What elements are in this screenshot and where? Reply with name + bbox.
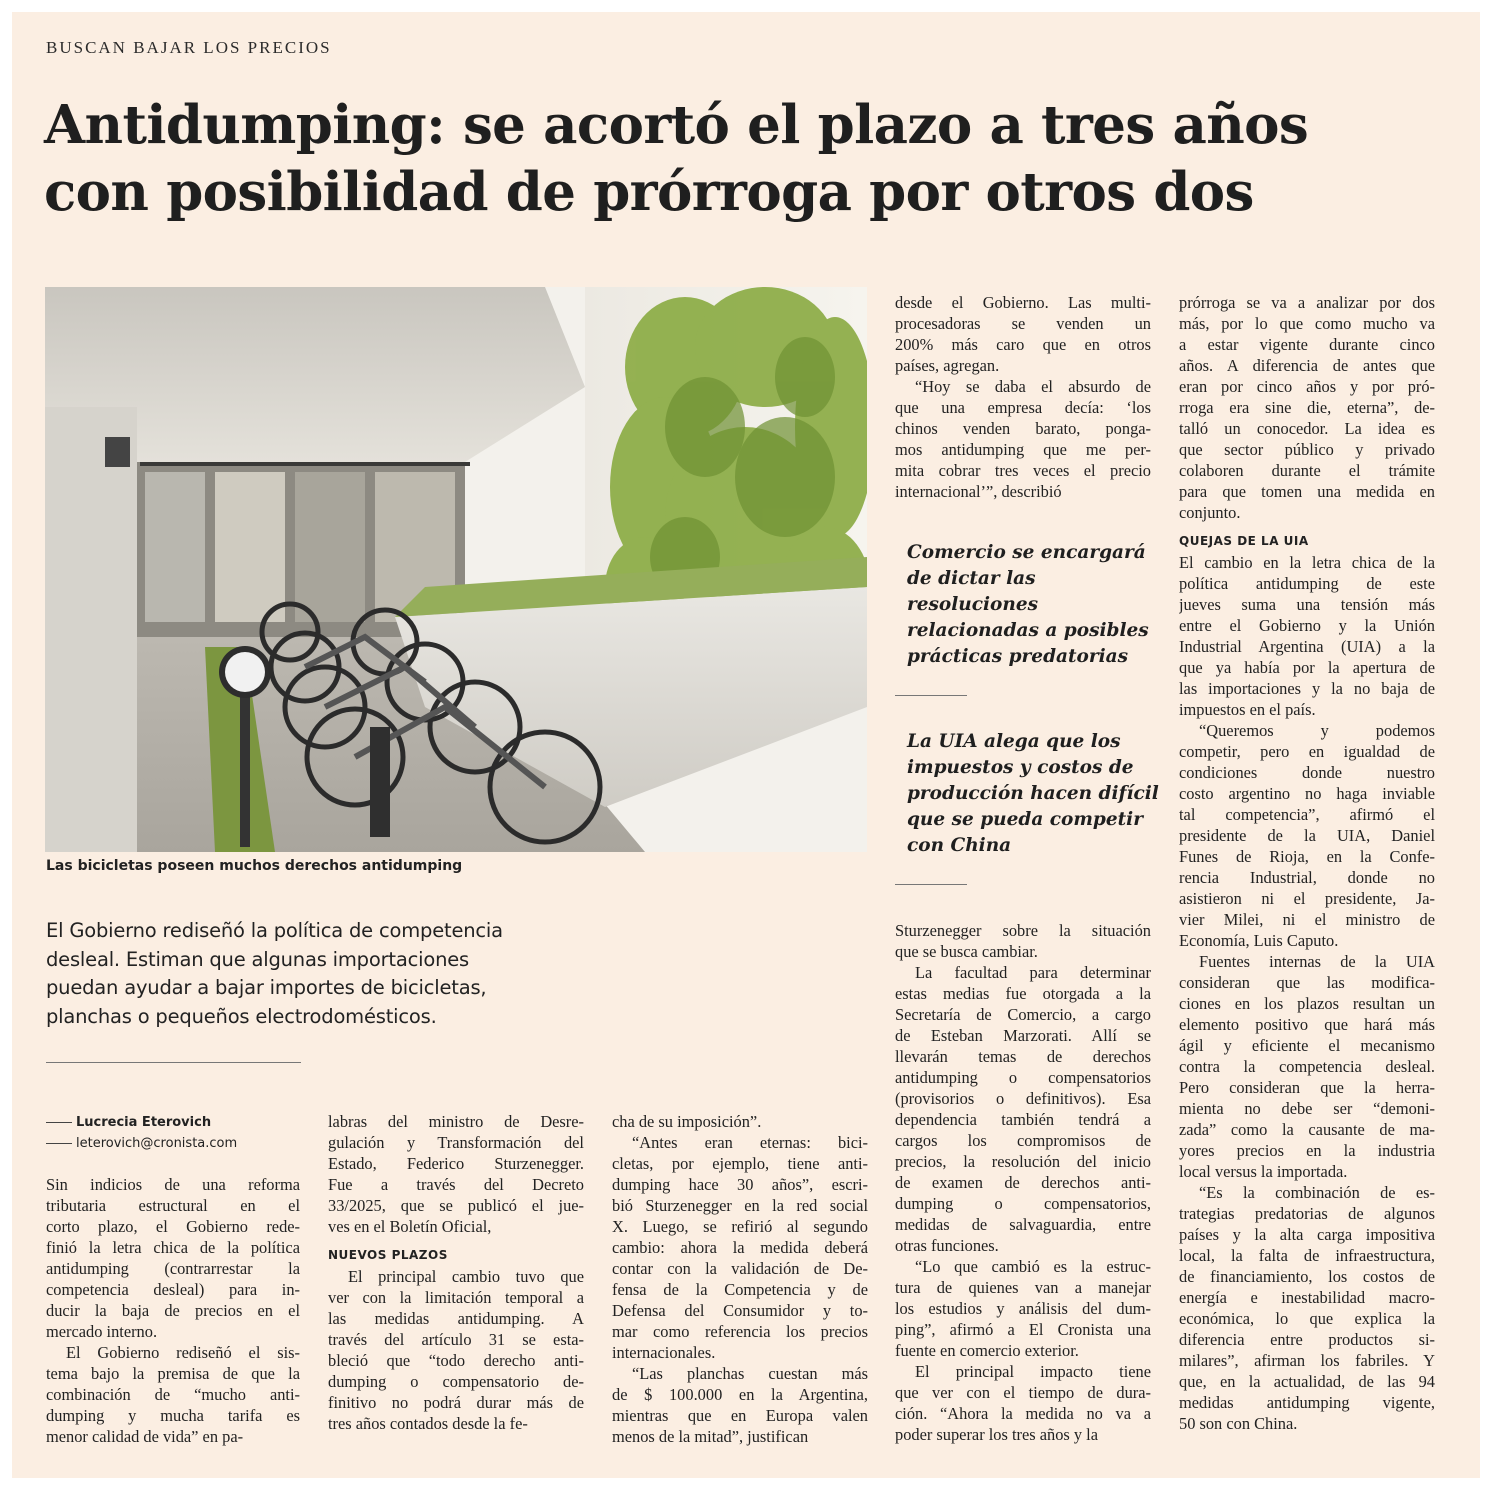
- pull-quote-line: resoluciones: [907, 594, 1039, 615]
- text-line: presidente de la UIA, Daniel: [1179, 826, 1435, 845]
- text-line: poder superar los tres años y la: [895, 1425, 1099, 1444]
- text-line: las medidas antidumping. A: [328, 1309, 584, 1328]
- text-line: competir, pero en igualdad de: [1179, 742, 1435, 761]
- text-line: través del artículo 31 se esta-: [328, 1330, 584, 1349]
- author-email[interactable]: leterovich@cronista.com: [76, 1136, 238, 1151]
- text-line: otras funciones.: [895, 1236, 999, 1255]
- text-line: rroga era sine die, eterna”, de-: [1179, 398, 1435, 417]
- text-column: [46, 1174, 300, 1447]
- text-line: 200% más caro que en otros: [895, 335, 1151, 354]
- text-line: contra la competencia desleal.: [1179, 1057, 1435, 1076]
- headline: [44, 92, 1464, 226]
- text-line: mos antidumping que me per-: [895, 440, 1151, 459]
- text-line: que una empresa decía: ‘los: [895, 398, 1151, 417]
- text-line: de $ 100.000 en la Argentina,: [612, 1385, 868, 1404]
- pull-quote-line: prácticas predatorias: [907, 646, 1129, 667]
- text-line: 33/2025, que se publicó el jue-: [328, 1196, 584, 1215]
- text-line: ción. “Ahora la medida no va a: [895, 1404, 1151, 1423]
- text-line: tal competencia”, afirmó el: [1179, 805, 1435, 824]
- text-column: [612, 1111, 868, 1447]
- text-line: combinación de “mucho anti-: [46, 1385, 300, 1404]
- text-line: dumping o compensatorios,: [895, 1194, 1151, 1213]
- text-line: talló un conocedor. La idea es: [1179, 419, 1435, 438]
- pull-quote-line: que se pueda competir: [907, 809, 1143, 830]
- article-photo: [45, 287, 867, 852]
- text-line: milares”, afirman los fabriles. Y: [1179, 1351, 1435, 1370]
- text-line: tura de quienes van a manejar: [895, 1278, 1151, 1297]
- text-line: prórroga se va a analizar por dos: [1179, 293, 1435, 312]
- section-subhead: NUEVOS PLAZOS: [328, 1248, 448, 1262]
- text-line: Funes de Rioja, en la Confe-: [1179, 847, 1435, 866]
- text-line: económica, lo que explica la: [1179, 1309, 1435, 1328]
- text-line: Economía, Luis Caputo.: [1179, 931, 1339, 950]
- text-line: El cambio en la letra chica de la: [1179, 553, 1435, 572]
- text-line: “Es la combinación de es-: [1199, 1183, 1435, 1202]
- text-line: “Antes eran eternas: bici-: [632, 1133, 868, 1152]
- text-line: cha de su imposición”.: [612, 1112, 762, 1131]
- byline: [46, 1112, 237, 1154]
- text-line: cletas, por ejemplo, tiene anti-: [612, 1154, 868, 1173]
- text-line: competencia desleal) para in-: [46, 1280, 300, 1299]
- text-column: [328, 1111, 584, 1434]
- section-subhead: QUEJAS DE LA UIA: [1179, 534, 1309, 548]
- text-line: Secretaría de Comercio, a cargo: [895, 1005, 1151, 1024]
- pull-quote: [907, 729, 1169, 859]
- text-line: corto plazo, el Gobierno rede-: [46, 1217, 300, 1236]
- divider: [46, 1062, 301, 1063]
- kicker: BUSCAN BAJAR LOS PRECIOS: [46, 38, 332, 57]
- pull-quote-line: relacionadas a posibles: [907, 620, 1149, 641]
- pull-quote-line: Comercio se encargará: [907, 542, 1146, 563]
- headline-line: con posibilidad de prórroga por otros dos: [44, 161, 1254, 223]
- text-line: cambio: ahora la medida deberá: [612, 1238, 868, 1257]
- text-line: El principal impacto tiene: [915, 1362, 1151, 1381]
- pull-quote-line: producción hacen difícil: [907, 783, 1159, 804]
- text-line: más, por lo que como mucho va: [1179, 314, 1435, 333]
- text-line: menor calidad de vida” en pa-: [46, 1427, 244, 1446]
- photo-caption: Las bicicletas poseen muchos derechos antidumping: [46, 858, 463, 874]
- text-line: ver con la limitación temporal a: [328, 1288, 584, 1307]
- text-line: Fuentes internas de la UIA: [1199, 952, 1435, 971]
- pull-quote-line: con China: [907, 835, 1012, 856]
- text-line: El Gobierno rediseñó el sis-: [66, 1343, 300, 1362]
- text-line: finió la letra chica de la política: [46, 1238, 300, 1257]
- text-line: internacional’”, describió: [895, 482, 1062, 501]
- text-line: tributaria estructural en el: [46, 1196, 300, 1215]
- text-line: yores precios en la industria: [1179, 1141, 1435, 1160]
- text-line: bió Sturzenegger en la red social: [612, 1196, 868, 1215]
- text-line: las importaciones y la no baja de: [1179, 679, 1435, 698]
- text-line: que se busca cambiar.: [895, 942, 1038, 961]
- text-line: de financiamiento, los costos de: [1179, 1267, 1435, 1286]
- text-line: colaboren durante el trámite: [1179, 461, 1435, 480]
- text-line: costo argentino no haga inviable: [1179, 784, 1435, 803]
- text-line: que ya había por la apertura de: [1179, 658, 1435, 677]
- text-line: conjunto.: [1179, 503, 1241, 522]
- text-line: “Hoy se daba el absurdo de: [915, 377, 1151, 396]
- text-line: dumping y mucha tarifa es: [46, 1406, 300, 1425]
- text-line: cargos los compromisos de: [895, 1131, 1151, 1150]
- text-line: (provisorios o definitivos). Esa: [895, 1089, 1151, 1108]
- text-line: tres años contados desde la fe-: [328, 1414, 528, 1433]
- text-line: política antidumping de este: [1179, 574, 1435, 593]
- text-line: ping”, afirmó a El Cronista una: [895, 1320, 1151, 1339]
- text-line: dumping hace 30 años”, escri-: [612, 1175, 868, 1194]
- text-line: energía e inestabilidad macro-: [1179, 1288, 1435, 1307]
- text-line: El principal cambio tuvo que: [348, 1267, 584, 1286]
- text-line: gulación y Transformación del: [328, 1133, 584, 1152]
- pull-quote-line: La UIA alega que los: [907, 731, 1121, 752]
- text-line: La facultad para determinar: [915, 963, 1151, 982]
- author-name: Lucrecia Eterovich: [76, 1115, 212, 1130]
- text-line: impuestos en el país.: [1179, 700, 1316, 719]
- text-line: vier Milei, ni el ministro de: [1179, 910, 1435, 929]
- text-line: diferencia entre productos si-: [1179, 1330, 1435, 1349]
- text-line: desde el Gobierno. Las multi-: [895, 293, 1151, 312]
- text-line: dumping o compensatorio de-: [328, 1372, 584, 1391]
- text-line: precios, la resolución del inicio: [895, 1152, 1151, 1171]
- divider: [895, 695, 967, 696]
- bicycles-photo-illustration: [45, 287, 867, 852]
- text-line: países y la alta carga impositiva: [1179, 1225, 1435, 1244]
- text-line: Fue a través del Decreto: [328, 1175, 584, 1194]
- text-line: ágil y eficiente el mecanismo: [1179, 1036, 1435, 1055]
- deck: El Gobierno rediseñó la política de competencia desleal. Estiman que algunas importaciones puedan ayudar a bajar importes de bicicletas, planchas o pequeños electrodomésticos.: [46, 919, 503, 1028]
- text-line: mercado interno.: [46, 1322, 158, 1341]
- text-column: [895, 292, 1151, 502]
- text-line: procesadoras se venden un: [895, 314, 1151, 333]
- text-line: años. A diferencia de antes que: [1179, 356, 1435, 375]
- text-line: zada” como la causante de ma-: [1179, 1120, 1435, 1139]
- text-line: rencia Industrial, donde no: [1179, 868, 1435, 887]
- text-line: ves en el Boletín Oficial,: [328, 1217, 492, 1236]
- text-line: menos de la mitad”, justifican: [612, 1427, 809, 1446]
- text-line: ciones en los plazos resultan un: [1179, 994, 1435, 1013]
- text-line: fensa de la Competencia y de: [612, 1280, 868, 1299]
- text-line: elemento positivo que hará más: [1179, 1015, 1435, 1034]
- text-line: X. Luego, se refirió al segundo: [612, 1217, 868, 1236]
- text-line: finitivo no podrá durar más de: [328, 1393, 584, 1412]
- newspaper-page: [12, 12, 1480, 1478]
- text-line: de Esteban Marzorati. Allí se: [895, 1026, 1151, 1045]
- text-line: medidas de salvaguardia, entre: [895, 1215, 1151, 1234]
- text-line: a estar vigente durante cinco: [1179, 335, 1435, 354]
- text-line: entre el Gobierno y la Unión: [1179, 616, 1435, 635]
- pull-quote-line: de dictar las: [907, 568, 1036, 589]
- text-line: bleció que “todo derecho anti-: [328, 1351, 584, 1370]
- text-line: condiciones donde nuestro: [1179, 763, 1435, 782]
- text-line: internacionales.: [612, 1343, 716, 1362]
- text-line: llevarán temas de derechos: [895, 1047, 1151, 1066]
- text-line: Pero consideran que la herra-: [1179, 1078, 1435, 1097]
- pull-quote-line: impuestos y costos de: [907, 757, 1134, 778]
- text-line: para que tomen una medida en: [1179, 482, 1435, 501]
- text-line: Estado, Federico Sturzenegger.: [328, 1154, 584, 1173]
- text-line: local, la falta de infraestructura,: [1179, 1246, 1435, 1265]
- text-line: 50 son con China.: [1179, 1414, 1298, 1433]
- text-line: ducir la baja de precios en el: [46, 1301, 300, 1320]
- text-line: local versus la importada.: [1179, 1162, 1348, 1181]
- text-line: jueves suma una tensión más: [1179, 595, 1435, 614]
- text-line: antidumping o compensatorios: [895, 1068, 1151, 1087]
- text-line: que sector público y privado: [1179, 440, 1435, 459]
- text-column: [1179, 292, 1435, 1434]
- text-line: chinos venden barato, ponga-: [895, 419, 1151, 438]
- text-line: de examen de derechos anti-: [895, 1173, 1151, 1192]
- text-line: antidumping (contrarrestar la: [46, 1259, 300, 1278]
- text-line: Sin indicios de una reforma: [46, 1175, 300, 1194]
- text-line: consideran que las modifica-: [1179, 973, 1435, 992]
- text-line: asistieron ni el presidente, Ja-: [1179, 889, 1435, 908]
- divider: [895, 884, 967, 885]
- text-line: fuente en comercio exterior.: [895, 1341, 1079, 1360]
- headline-line: Antidumping: se acortó el plazo a tres años: [44, 94, 1309, 156]
- text-line: dependencia también tendrá a: [895, 1110, 1151, 1129]
- text-line: Sturzenegger sobre la situación: [895, 921, 1151, 940]
- text-line: labras del ministro de Desre-: [328, 1112, 584, 1131]
- text-line: los estudios y análisis del dum-: [895, 1299, 1151, 1318]
- text-line: Defensa del Consumidor y to-: [612, 1301, 868, 1320]
- text-line: contar con la validación de De-: [612, 1259, 868, 1278]
- text-line: mienta no debe ser “demoni-: [1179, 1099, 1435, 1118]
- text-line: “Lo que cambió es la estruc-: [915, 1257, 1151, 1276]
- text-line: medidas antidumping vigente,: [1179, 1393, 1435, 1412]
- text-line: estas medias fue otorgada a la: [895, 984, 1151, 1003]
- text-line: que ver con el tiempo de dura-: [895, 1383, 1151, 1402]
- text-line: “Queremos y podemos: [1199, 721, 1435, 740]
- text-line: tema bajo la premisa de que la: [46, 1364, 300, 1383]
- text-line: países, agregan.: [895, 356, 1000, 375]
- text-column: [895, 920, 1151, 1445]
- text-line: mar como referencia los precios: [612, 1322, 868, 1341]
- text-line: Industrial Argentina (UIA) a la: [1179, 637, 1435, 656]
- text-line: “Las planchas cuestan más: [632, 1364, 868, 1383]
- text-line: mita cobrar tres veces el precio: [895, 461, 1151, 480]
- text-line: mientras que en Europa valen: [612, 1406, 868, 1425]
- text-line: que, en la actualidad, de las 94: [1179, 1372, 1435, 1391]
- pull-quote: [907, 540, 1169, 670]
- text-line: trategias predatorias de algunos: [1179, 1204, 1435, 1223]
- text-line: eran por cinco años y por pró-: [1179, 377, 1435, 396]
